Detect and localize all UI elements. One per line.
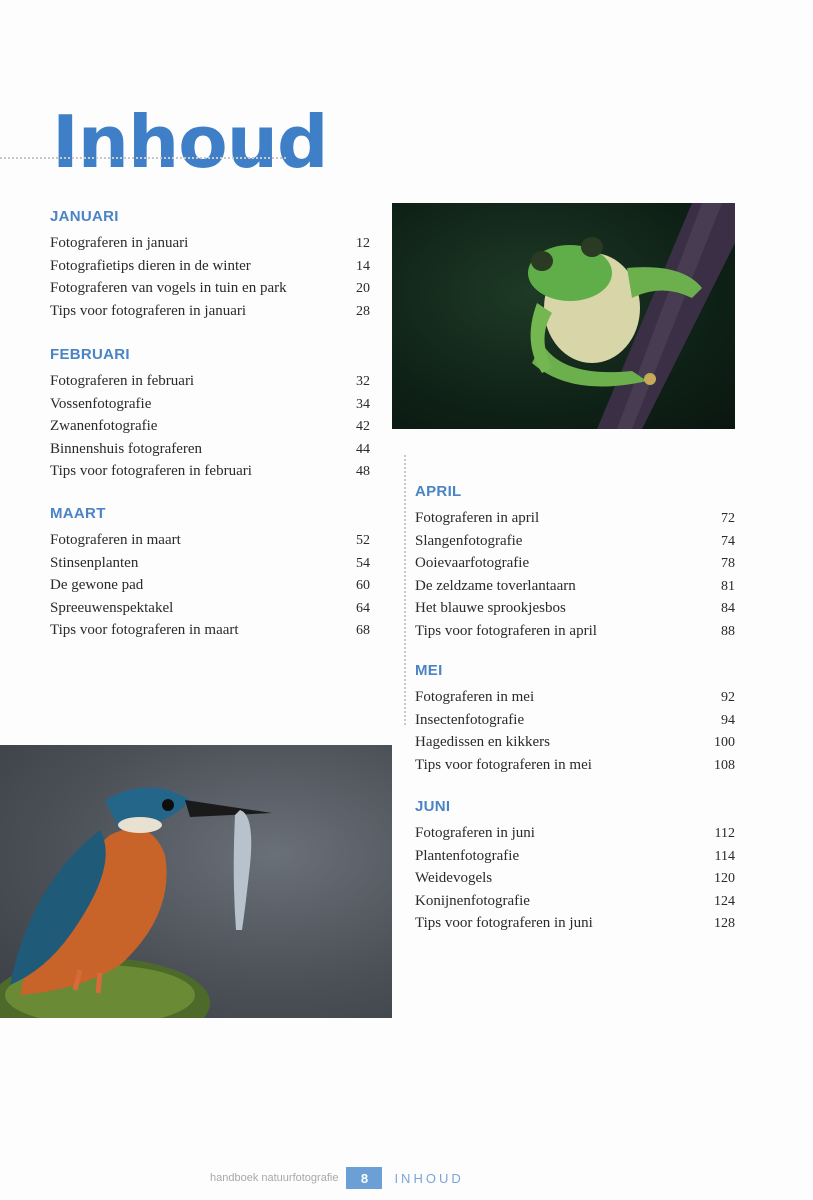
footer-chapter: INHOUD	[394, 1170, 464, 1186]
toc-entry-label: Stinsenplanten	[50, 554, 139, 571]
toc-entry-label: Fotograferen in april	[415, 510, 540, 526]
toc-entry-page: 108	[714, 757, 735, 773]
toc-entry[interactable]	[50, 370, 370, 393]
toc-entry-label: De gewone pad	[50, 577, 144, 594]
toc-section-april	[415, 482, 735, 643]
toc-entry-label: Fotografietips dieren in de winter	[50, 257, 251, 274]
toc-entry-page: 94	[721, 712, 735, 728]
section-heading: MEI	[415, 662, 443, 679]
toc-entry[interactable]	[415, 552, 735, 575]
toc-entry[interactable]	[50, 438, 370, 461]
toc-entry[interactable]	[415, 845, 735, 868]
toc-entry[interactable]	[415, 912, 735, 935]
section-heading: FEBRUARI	[50, 346, 130, 363]
toc-entry-page: 42	[356, 419, 370, 435]
toc-entry[interactable]	[50, 597, 370, 620]
toc-entry[interactable]	[415, 867, 735, 890]
toc-entry-label: Fotograferen in juni	[415, 825, 535, 841]
toc-entry[interactable]	[415, 890, 735, 913]
toc-entry[interactable]	[50, 460, 370, 483]
toc-entry-page: 74	[721, 533, 735, 549]
toc-entry-page: 72	[721, 511, 735, 526]
toc-entry-page: 78	[721, 556, 735, 572]
section-heading: JUNI	[415, 798, 451, 815]
toc-entry[interactable]	[50, 552, 370, 575]
toc-entry[interactable]	[50, 529, 370, 552]
toc-entry-label: Fotograferen in mei	[415, 689, 535, 705]
toc-entry-label: Weidevogels	[415, 870, 493, 887]
toc-entry[interactable]	[50, 232, 370, 255]
toc-entry-label: Tips voor fotograferen in februari	[50, 463, 252, 480]
toc-entry-page: 48	[356, 464, 370, 480]
toc-entry[interactable]	[415, 575, 735, 598]
frog-illustration	[392, 203, 735, 429]
toc-section-januari	[50, 207, 370, 322]
kingfisher-photo	[0, 745, 392, 1018]
page-number: 8	[346, 1167, 382, 1189]
toc-entry[interactable]	[415, 686, 735, 709]
section-heading: APRIL	[415, 483, 462, 500]
toc-entry-page: 128	[714, 916, 735, 932]
toc-entry-label: Fotograferen in maart	[50, 532, 181, 548]
toc-section-maart	[50, 504, 370, 642]
toc-entry-page: 114	[714, 848, 735, 864]
toc-entry-label: Binnenshuis fotograferen	[50, 440, 203, 457]
toc-entry-page: 100	[714, 735, 735, 751]
toc-entry[interactable]	[50, 415, 370, 438]
toc-entry[interactable]	[50, 277, 370, 300]
toc-entry[interactable]	[415, 620, 735, 643]
toc-entry-page: 112	[714, 826, 735, 841]
toc-entry-label: Vossenfotografie	[50, 395, 152, 412]
toc-entry[interactable]	[415, 530, 735, 553]
toc-entry[interactable]	[415, 709, 735, 732]
toc-entry[interactable]	[50, 255, 370, 278]
toc-entry-page: 81	[721, 578, 735, 594]
section-heading: MAART	[50, 505, 106, 522]
toc-section-mei	[415, 661, 735, 776]
toc-entry[interactable]	[415, 731, 735, 754]
toc-entry-page: 124	[714, 893, 735, 909]
toc-section-juni	[415, 797, 735, 935]
toc-entry[interactable]	[50, 574, 370, 597]
toc-entry-label: Het blauwe sprookjesbos	[415, 600, 566, 617]
toc-entry-page: 44	[356, 441, 370, 457]
toc-entry-label: Spreeuwenspektakel	[50, 599, 174, 616]
toc-entry-page: 28	[356, 303, 370, 319]
toc-entry[interactable]	[415, 822, 735, 845]
toc-entry-page: 12	[356, 236, 370, 251]
page-footer	[210, 1166, 464, 1190]
toc-entry-page: 68	[356, 623, 370, 639]
toc-entry-label: Konijnenfotografie	[415, 892, 530, 909]
frog-photo	[392, 203, 735, 429]
page-title: Inhoud	[52, 100, 328, 185]
toc-entry-label: De zeldzame toverlantaarn	[415, 577, 576, 594]
toc-entry-page: 88	[721, 623, 735, 639]
toc-section-februari	[50, 345, 370, 483]
column-divider	[404, 455, 406, 725]
toc-entry-page: 64	[356, 600, 370, 616]
toc-entry-label: Hagedissen en kikkers	[415, 734, 550, 751]
toc-entry-page: 120	[714, 871, 735, 887]
toc-entry-page: 92	[721, 690, 735, 705]
toc-entry-label: Fotograferen in februari	[50, 373, 195, 389]
toc-entry[interactable]	[415, 597, 735, 620]
toc-entry-label: Tips voor fotograferen in mei	[415, 756, 592, 773]
toc-entry[interactable]	[50, 619, 370, 642]
kingfisher-illustration	[0, 745, 392, 1018]
toc-entry-label: Slangenfotografie	[415, 532, 523, 549]
title-divider	[0, 157, 286, 159]
toc-entry-label: Ooievaarfotografie	[415, 555, 530, 572]
footer-book-title: handboek natuurfotografie	[210, 1172, 339, 1184]
toc-entry-label: Insectenfotografie	[415, 711, 525, 728]
toc-entry-label: Fotograferen van vogels in tuin en park	[50, 280, 287, 297]
toc-entry-label: Tips voor fotograferen in april	[415, 622, 597, 639]
toc-entry-page: 54	[356, 555, 370, 571]
toc-entry[interactable]	[415, 754, 735, 777]
toc-entry-page: 60	[356, 578, 370, 594]
toc-entry[interactable]	[50, 393, 370, 416]
toc-entry-page: 34	[356, 396, 370, 412]
toc-entry-page: 14	[356, 258, 370, 274]
toc-entry-label: Fotograferen in januari	[50, 235, 189, 251]
toc-entry[interactable]	[50, 300, 370, 323]
toc-entry-page: 20	[356, 281, 370, 297]
section-heading: JANUARI	[50, 208, 119, 225]
toc-entry-label: Plantenfotografie	[415, 847, 520, 864]
toc-entry-label: Tips voor fotograferen in maart	[50, 622, 239, 639]
toc-entry-label: Zwanenfotografie	[50, 418, 158, 435]
toc-entry-page: 84	[721, 601, 735, 617]
toc-entry-label: Tips voor fotograferen in juni	[415, 915, 593, 932]
toc-entry[interactable]	[415, 507, 735, 530]
toc-entry-page: 52	[356, 533, 370, 548]
toc-entry-page: 32	[356, 374, 370, 389]
toc-entry-label: Tips voor fotograferen in januari	[50, 302, 247, 319]
